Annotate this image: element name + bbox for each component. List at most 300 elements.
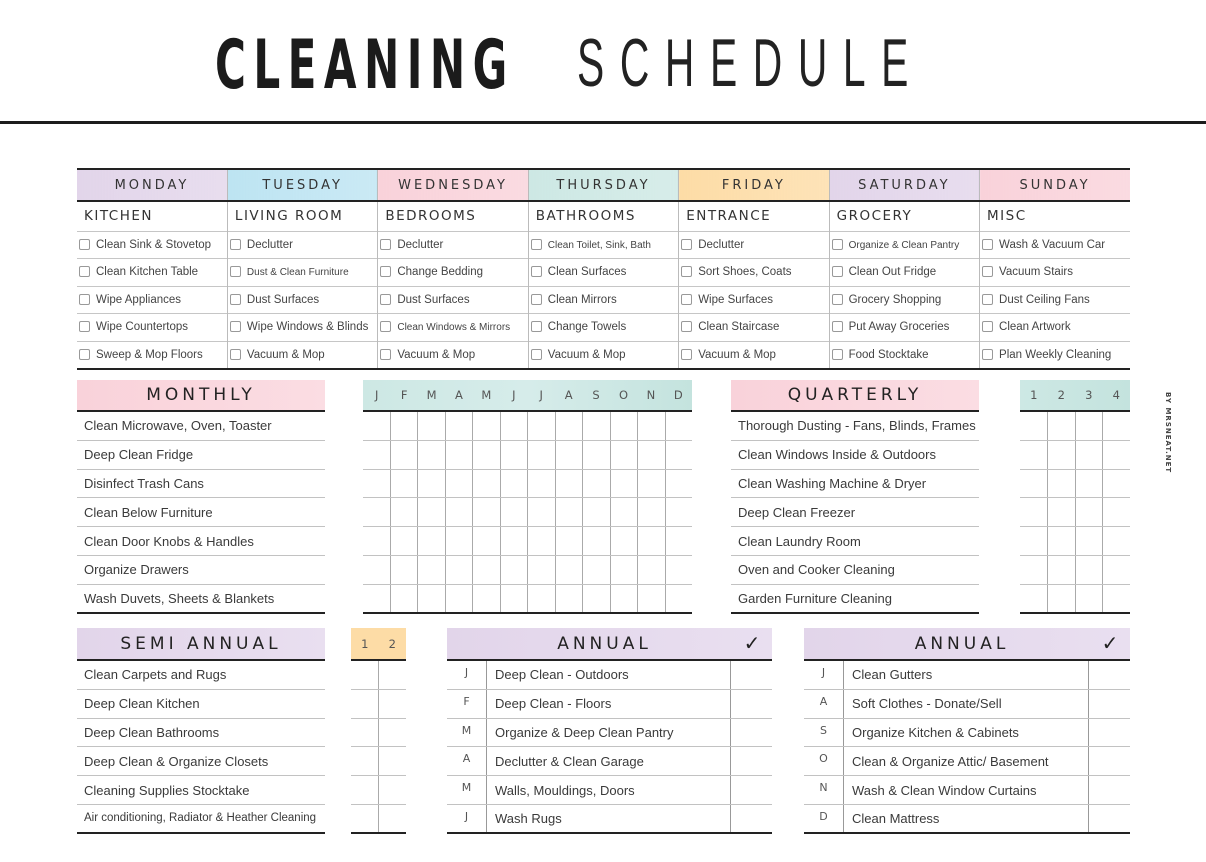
annual-task: Deep Clean - Floors	[487, 690, 731, 718]
task-label: Grocery Shopping	[848, 293, 942, 306]
check-cell[interactable]	[363, 498, 390, 526]
check-cell[interactable]	[378, 805, 406, 832]
check-cell[interactable]	[527, 527, 555, 555]
check-cell[interactable]	[363, 527, 390, 555]
check-cell[interactable]	[665, 470, 693, 498]
check-cell[interactable]	[665, 412, 693, 440]
column-label: O	[618, 388, 629, 402]
task-cell	[378, 314, 528, 342]
credit-text: BY MRSNEAT.NET	[1164, 392, 1172, 474]
check-cell[interactable]	[555, 441, 583, 469]
checkbox[interactable]	[681, 266, 692, 277]
annual-panel-1	[447, 628, 772, 834]
check-cell[interactable]	[731, 776, 772, 804]
check-cell[interactable]	[445, 441, 473, 469]
check-cell[interactable]	[527, 498, 555, 526]
checkbox[interactable]	[681, 294, 692, 305]
grid-row	[351, 776, 406, 805]
list-item: Deep Clean Kitchen	[77, 690, 325, 719]
list-item: Deep Clean Bathrooms	[77, 719, 325, 748]
checkbox[interactable]	[79, 349, 90, 360]
check-cell[interactable]	[390, 441, 418, 469]
check-cell[interactable]	[1020, 412, 1047, 440]
month-label: A	[804, 690, 844, 718]
check-cell[interactable]	[351, 776, 378, 804]
checkbox[interactable]	[230, 349, 241, 360]
check-cell[interactable]	[1075, 441, 1103, 469]
check-cell[interactable]	[500, 441, 528, 469]
task-cell	[679, 231, 829, 259]
check-cell[interactable]	[610, 441, 638, 469]
column-label: A	[455, 388, 463, 402]
check-cell[interactable]	[472, 498, 500, 526]
task-label: Wipe Windows & Blinds	[246, 321, 369, 334]
day-header-friday: FRIDAY	[679, 169, 829, 201]
check-cell[interactable]	[665, 527, 693, 555]
task-cell	[829, 286, 979, 314]
check-cell[interactable]	[500, 412, 528, 440]
checkbox[interactable]	[230, 294, 241, 305]
task-cell	[227, 314, 377, 342]
check-cell[interactable]	[1047, 441, 1075, 469]
weekly-schedule	[77, 168, 1130, 370]
annual-row	[804, 747, 1130, 776]
check-cell[interactable]	[1020, 441, 1047, 469]
check-cell[interactable]	[417, 412, 445, 440]
list-item: Deep Clean Freezer	[731, 498, 979, 527]
list-item: Cleaning Supplies Stocktake	[77, 776, 325, 805]
check-cell[interactable]	[1020, 585, 1047, 612]
check-cell[interactable]	[527, 412, 555, 440]
check-cell[interactable]	[637, 412, 665, 440]
check-cell[interactable]	[390, 470, 418, 498]
column-label: J	[375, 388, 379, 402]
task-label: Sweep & Mop Floors	[96, 348, 203, 361]
check-cell[interactable]	[1089, 661, 1130, 689]
check-cell[interactable]	[472, 527, 500, 555]
check-cell[interactable]	[1047, 585, 1075, 612]
task-label: Dust & Clean Furniture	[246, 267, 349, 279]
checkbox[interactable]	[380, 294, 391, 305]
check-cell[interactable]	[445, 527, 473, 555]
day-header-monday: MONDAY	[77, 169, 227, 201]
list-item: Clean Below Furniture	[77, 498, 325, 527]
check-cell[interactable]	[582, 498, 610, 526]
half-header	[351, 628, 406, 661]
grid-row	[1020, 412, 1130, 441]
check-cell[interactable]	[363, 556, 390, 584]
check-cell[interactable]	[637, 441, 665, 469]
check-cell[interactable]	[1075, 470, 1103, 498]
task-label: Clean Staircase	[698, 321, 780, 334]
check-cell[interactable]	[610, 470, 638, 498]
checkbox[interactable]	[982, 321, 993, 332]
check-cell[interactable]	[472, 441, 500, 469]
day-header-tuesday: TUESDAY	[227, 169, 377, 201]
annual-row	[804, 719, 1130, 748]
task-cell	[77, 286, 227, 314]
check-cell[interactable]	[1075, 585, 1103, 612]
annual-row	[447, 776, 772, 805]
annual-header-2	[804, 628, 1130, 661]
task-label: Sort Shoes, Coats	[698, 266, 792, 279]
quarter-header	[1020, 380, 1130, 412]
check-cell[interactable]	[731, 805, 772, 832]
check-cell[interactable]	[500, 470, 528, 498]
check-cell[interactable]	[1089, 776, 1130, 804]
annual-task: Soft Clothes - Donate/Sell	[844, 690, 1089, 718]
task-row	[77, 231, 1130, 259]
checkbox[interactable]	[531, 321, 542, 332]
column-label: J	[512, 388, 516, 402]
month-label: M	[447, 776, 487, 804]
annual-row	[447, 690, 772, 719]
check-cell[interactable]	[1089, 747, 1130, 775]
task-label: Vacuum & Mop	[547, 348, 626, 361]
task-label: Food Stocktake	[848, 348, 929, 361]
check-cell[interactable]	[1075, 412, 1103, 440]
check-cell[interactable]	[1102, 470, 1130, 498]
column-label: M	[426, 388, 437, 402]
check-cell[interactable]	[1075, 498, 1103, 526]
check-cell[interactable]	[610, 498, 638, 526]
list-item: Garden Furniture Cleaning	[731, 585, 979, 614]
month-label: M	[447, 719, 487, 747]
check-cell[interactable]	[555, 412, 583, 440]
checkbox[interactable]	[531, 349, 542, 360]
annual-row	[804, 690, 1130, 719]
annual-row	[804, 805, 1130, 834]
check-cell[interactable]	[390, 498, 418, 526]
check-cell[interactable]	[417, 585, 445, 612]
month-label: F	[447, 690, 487, 718]
task-label: Vacuum & Mop	[397, 348, 476, 361]
month-label: D	[804, 805, 844, 832]
checkbox[interactable]	[230, 321, 241, 332]
column-label: 2	[388, 636, 396, 651]
check-cell[interactable]	[731, 690, 772, 718]
task-label: Change Bedding	[397, 266, 484, 279]
task-label: Clean Surfaces	[547, 266, 627, 279]
check-cell[interactable]	[555, 527, 583, 555]
checkbox[interactable]	[982, 266, 993, 277]
check-cell[interactable]	[610, 412, 638, 440]
quarterly-header: QUARTERLY	[731, 380, 979, 412]
checkbox[interactable]	[982, 294, 993, 305]
check-cell[interactable]	[363, 441, 390, 469]
checkbox[interactable]	[681, 239, 692, 250]
task-cell	[829, 259, 979, 287]
check-cell[interactable]	[637, 556, 665, 584]
check-cell[interactable]	[1047, 498, 1075, 526]
list-item: Clean Microwave, Oven, Toaster	[77, 412, 325, 441]
check-cell[interactable]	[417, 498, 445, 526]
task-cell	[829, 231, 979, 259]
list-item: Clean Washing Machine & Dryer	[731, 470, 979, 499]
room-label: GROCERY	[829, 201, 979, 231]
grid-row	[1020, 527, 1130, 556]
check-cell[interactable]	[1102, 527, 1130, 555]
check-cell[interactable]	[351, 719, 378, 747]
check-cell[interactable]	[610, 585, 638, 612]
checkbox[interactable]	[982, 239, 993, 250]
check-cell[interactable]	[390, 585, 418, 612]
list-item: Clean Windows Inside & Outdoors	[731, 441, 979, 470]
task-row	[77, 341, 1130, 369]
check-cell[interactable]	[637, 470, 665, 498]
check-cell[interactable]	[500, 527, 528, 555]
checkbox[interactable]	[982, 349, 993, 360]
check-cell[interactable]	[610, 556, 638, 584]
check-cell[interactable]	[378, 747, 406, 775]
list-item: Clean Carpets and Rugs	[77, 661, 325, 690]
check-cell[interactable]	[351, 805, 378, 832]
check-cell[interactable]	[665, 498, 693, 526]
monthly-task-list	[77, 412, 325, 614]
check-cell[interactable]	[1102, 556, 1130, 584]
task-label: Dust Surfaces	[397, 293, 470, 306]
title-divider	[0, 121, 1206, 124]
list-item: Disinfect Trash Cans	[77, 470, 325, 499]
task-label: Declutter	[397, 238, 444, 251]
task-label: Change Towels	[547, 321, 627, 334]
check-cell[interactable]	[555, 470, 583, 498]
month-checkgrid	[363, 412, 692, 614]
checkbox[interactable]	[832, 349, 843, 360]
page-title	[215, 25, 975, 105]
checkbox[interactable]	[531, 266, 542, 277]
checkbox[interactable]	[79, 294, 90, 305]
task-cell	[528, 231, 678, 259]
check-cell[interactable]	[731, 661, 772, 689]
check-cell[interactable]	[555, 498, 583, 526]
task-label: Clean Artwork	[999, 321, 1071, 334]
quarterly-grid	[1020, 380, 1130, 614]
check-cell[interactable]	[390, 527, 418, 555]
check-cell[interactable]	[363, 470, 390, 498]
annual-task: Deep Clean - Outdoors	[487, 661, 731, 689]
check-cell[interactable]	[351, 747, 378, 775]
check-cell[interactable]	[1047, 527, 1075, 555]
check-cell[interactable]	[363, 585, 390, 612]
month-label: N	[804, 776, 844, 804]
checkbox[interactable]	[380, 321, 391, 332]
checkbox[interactable]	[79, 266, 90, 277]
check-cell[interactable]	[472, 470, 500, 498]
quarterly-task-list	[731, 412, 979, 614]
grid-row	[351, 690, 406, 719]
check-cell[interactable]	[472, 412, 500, 440]
month-label: J	[447, 661, 487, 689]
check-cell[interactable]	[731, 747, 772, 775]
check-cell[interactable]	[445, 498, 473, 526]
check-cell[interactable]	[1102, 441, 1130, 469]
check-cell[interactable]	[582, 412, 610, 440]
checkbox[interactable]	[832, 321, 843, 332]
check-cell[interactable]	[582, 527, 610, 555]
check-cell[interactable]	[555, 585, 583, 612]
check-cell[interactable]	[1102, 412, 1130, 440]
task-cell	[528, 341, 678, 369]
check-cell[interactable]	[445, 412, 473, 440]
task-row	[77, 286, 1130, 314]
check-cell[interactable]	[637, 585, 665, 612]
column-label: F	[400, 388, 408, 402]
check-cell[interactable]	[500, 556, 528, 584]
check-cell[interactable]	[1047, 556, 1075, 584]
semi-annual-task-list	[77, 661, 325, 834]
room-label: LIVING ROOM	[227, 201, 377, 231]
checkbox[interactable]	[79, 321, 90, 332]
checkbox[interactable]	[380, 349, 391, 360]
annual-rows-1	[447, 661, 772, 834]
check-cell[interactable]	[445, 556, 473, 584]
check-cell[interactable]	[637, 498, 665, 526]
check-cell[interactable]	[1047, 412, 1075, 440]
annual-task: Wash & Clean Window Curtains	[844, 776, 1089, 804]
check-cell[interactable]	[378, 661, 406, 689]
check-cell[interactable]	[417, 441, 445, 469]
annual-row	[447, 719, 772, 748]
task-label: Wipe Appliances	[96, 293, 182, 306]
list-item: Air conditioning, Radiator & Heather Cleaning	[77, 805, 325, 834]
check-cell[interactable]	[1020, 556, 1047, 584]
month-label: O	[804, 747, 844, 775]
task-cell	[980, 259, 1130, 287]
checkbox[interactable]	[230, 239, 241, 250]
check-cell[interactable]	[472, 585, 500, 612]
check-cell[interactable]	[1089, 805, 1130, 832]
check-cell[interactable]	[378, 719, 406, 747]
check-cell[interactable]	[363, 412, 390, 440]
check-cell[interactable]	[390, 556, 418, 584]
task-cell	[227, 286, 377, 314]
check-cell[interactable]	[731, 719, 772, 747]
checkbox[interactable]	[681, 349, 692, 360]
check-cell[interactable]	[582, 441, 610, 469]
checkbox[interactable]	[681, 321, 692, 332]
annual-row	[447, 805, 772, 834]
task-label: Clean Windows & Mirrors	[397, 322, 511, 334]
column-label: 4	[1112, 388, 1120, 402]
task-label: Clean Sink & Stovetop	[96, 238, 212, 251]
check-cell[interactable]	[1075, 527, 1103, 555]
task-cell	[378, 231, 528, 259]
annual-task: Organize & Deep Clean Pantry	[487, 719, 731, 747]
list-item: Clean Door Knobs & Handles	[77, 527, 325, 556]
check-cell[interactable]	[610, 527, 638, 555]
month-header	[363, 380, 692, 412]
check-cell[interactable]	[665, 585, 693, 612]
task-cell	[980, 314, 1130, 342]
check-cell[interactable]	[472, 556, 500, 584]
check-cell[interactable]	[527, 585, 555, 612]
check-cell[interactable]	[527, 470, 555, 498]
task-cell	[378, 286, 528, 314]
checkbox[interactable]	[380, 266, 391, 277]
check-cell[interactable]	[417, 556, 445, 584]
checkbox[interactable]	[531, 239, 542, 250]
check-cell[interactable]	[582, 585, 610, 612]
task-cell	[980, 286, 1130, 314]
check-cell[interactable]	[351, 661, 378, 689]
quarterly-panel	[731, 380, 979, 614]
grid-row	[1020, 498, 1130, 527]
check-cell[interactable]	[555, 556, 583, 584]
title-light: SCHEDULE	[577, 25, 924, 101]
check-cell[interactable]	[582, 556, 610, 584]
check-cell[interactable]	[1020, 470, 1047, 498]
checkbox[interactable]	[380, 239, 391, 250]
check-cell[interactable]	[445, 470, 473, 498]
check-cell[interactable]	[378, 690, 406, 718]
check-cell[interactable]	[417, 470, 445, 498]
quarter-checkgrid	[1020, 412, 1130, 614]
task-cell	[980, 341, 1130, 369]
checkbox[interactable]	[832, 294, 843, 305]
check-cell[interactable]	[637, 527, 665, 555]
task-label: Declutter	[698, 238, 745, 251]
column-label: 1	[361, 636, 369, 651]
room-label: ENTRANCE	[679, 201, 829, 231]
checkbox[interactable]	[531, 294, 542, 305]
check-cell[interactable]	[500, 585, 528, 612]
task-cell	[829, 314, 979, 342]
check-cell[interactable]	[582, 470, 610, 498]
check-cell[interactable]	[445, 585, 473, 612]
check-cell[interactable]	[500, 498, 528, 526]
grid-row	[1020, 470, 1130, 499]
month-label: J	[804, 661, 844, 689]
check-cell[interactable]	[1020, 527, 1047, 555]
check-cell[interactable]	[527, 441, 555, 469]
checkbox[interactable]	[79, 239, 90, 250]
list-item: Wash Duvets, Sheets & Blankets	[77, 585, 325, 614]
check-cell[interactable]	[1047, 470, 1075, 498]
room-label: KITCHEN	[84, 208, 153, 225]
check-cell[interactable]	[1089, 719, 1130, 747]
checkbox[interactable]	[230, 266, 241, 277]
check-cell[interactable]	[665, 441, 693, 469]
annual-task: Clean & Organize Attic/ Basement	[844, 747, 1089, 775]
check-cell[interactable]	[1102, 498, 1130, 526]
checkbox[interactable]	[832, 239, 843, 250]
task-cell	[227, 259, 377, 287]
check-cell[interactable]	[1075, 556, 1103, 584]
task-cell	[980, 231, 1130, 259]
check-cell[interactable]	[1020, 498, 1047, 526]
check-cell[interactable]	[417, 527, 445, 555]
annual-task: Clean Mattress	[844, 805, 1089, 832]
check-cell[interactable]	[665, 556, 693, 584]
task-cell	[528, 286, 678, 314]
task-cell	[378, 341, 528, 369]
task-label: Clean Toilet, Sink, Bath	[547, 239, 651, 251]
column-label: A	[564, 388, 573, 402]
check-cell[interactable]	[527, 556, 555, 584]
checkbox[interactable]	[832, 266, 843, 277]
check-cell[interactable]	[1089, 690, 1130, 718]
annual-row	[447, 747, 772, 776]
check-cell[interactable]	[1102, 585, 1130, 612]
month-label: S	[804, 719, 844, 747]
check-cell[interactable]	[351, 690, 378, 718]
semi-annual-panel	[77, 628, 325, 834]
annual-row	[447, 661, 772, 690]
check-cell[interactable]	[390, 412, 418, 440]
grid-row	[363, 441, 692, 470]
check-cell[interactable]	[378, 776, 406, 804]
